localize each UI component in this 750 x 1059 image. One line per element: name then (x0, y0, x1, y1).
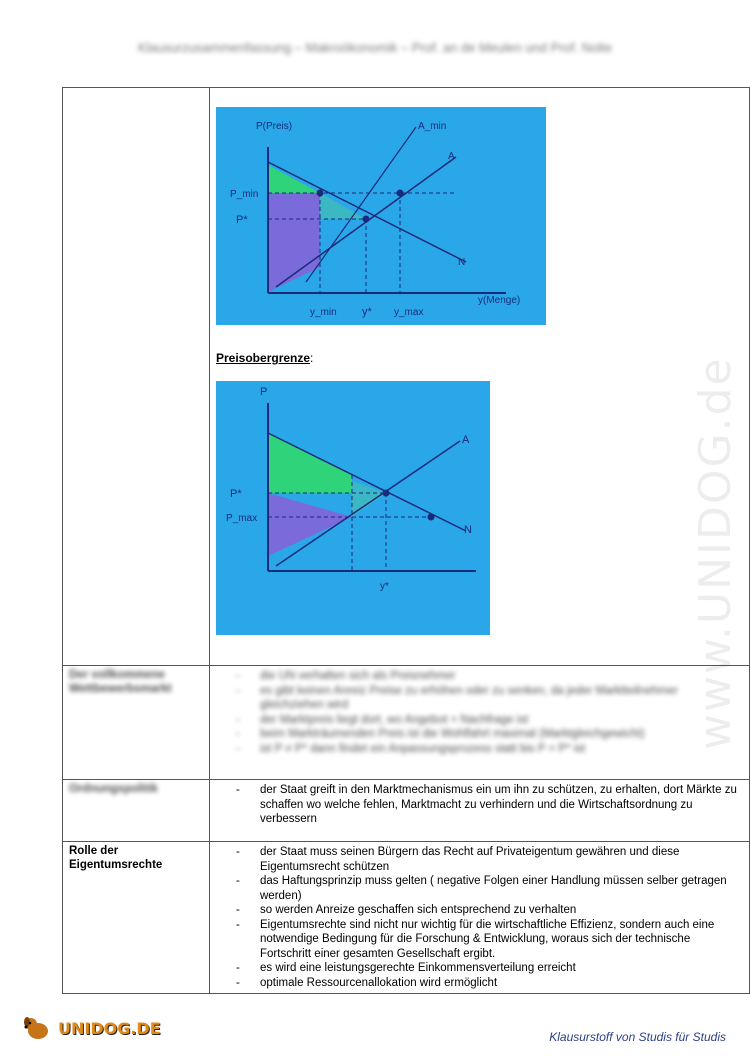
graph1-label-y: y(Menge) (478, 295, 521, 306)
caption-suffix: : (310, 351, 314, 365)
graph1-svg (216, 107, 546, 325)
bullet-list (216, 845, 743, 990)
bullet-list (216, 783, 743, 827)
graph2-label-pmax: P_max (226, 513, 258, 524)
graphs-row-right (210, 88, 750, 666)
list-item: - Eigentumsrechte sind nicht nur wichtig für die wirtschaftliche Effizienz, sondern auch eine notwendige Bedingung für die Forschung & Entwicklung, woraus sich der technische Fortschritt einer gesamten Gesellschaft ergibt. (216, 918, 743, 962)
graph1-label-ystar: y* (362, 306, 372, 318)
row-content (210, 780, 750, 842)
graphs-row (63, 88, 750, 666)
row-ordnungspolitik (63, 780, 750, 842)
list-item: - das Haftungsprinzip muss gelten ( negative Folgen einer Handlung müssen selber getragen werden) (216, 874, 743, 903)
graph1-point-min (317, 190, 324, 197)
graph1-green-area (268, 165, 320, 193)
list-item: - der Staat muss seinen Bürgern das Recht auf Privateigentum gewähren und diese Eigentumsrecht schützen (216, 845, 743, 874)
graph1-label-ymax: y_max (394, 307, 424, 318)
list-item: - es wird eine leistungsgerechte Einkommensverteilung erreicht (216, 961, 743, 976)
graph2-svg (216, 381, 490, 635)
row-term (63, 780, 210, 842)
bullet-list (216, 669, 743, 756)
graph2-label-pstar: P* (230, 488, 242, 500)
graph2-point-max (428, 514, 435, 521)
row-content (210, 666, 750, 780)
graph2-purple-area (268, 493, 352, 556)
row-eigentumsrechte (63, 842, 750, 994)
row-wettbewerbsmarkt (63, 666, 750, 780)
row-term: Rolle der Eigentumsrechte (63, 842, 210, 994)
footer-tagline: Klausurstoff von Studis für Studis (549, 1030, 726, 1044)
graph2-green-area (268, 433, 352, 493)
row-term-text: Ordnungspolitik (69, 783, 158, 795)
graph1-purple-area (268, 193, 320, 292)
dog-icon (22, 1013, 52, 1043)
list-item: - der Staat greift in den Marktmechanismus ein um ihn zu schützen, zu erhalten, dort Märkte zu schaffen wo welche fehlen, Marktmacht zu verhindern und die Wirtschaftsordnung zu verbessern (216, 783, 743, 827)
list-item: - so werden Anreize geschaffen sich entsprechend zu verhalten (216, 903, 743, 918)
graph1-label-pstar: P* (236, 214, 248, 226)
graph1-label-ymin: y_min (310, 307, 337, 318)
list-item: - die UN verhalten sich als Preisnehmer (216, 669, 743, 684)
graph2-point-eq (383, 490, 390, 497)
graph1-label-n: N (458, 257, 466, 268)
graph2-label-n: N (464, 524, 472, 536)
graph1-label-amin: A_min (418, 121, 447, 132)
row-content (210, 842, 750, 994)
graphs-row-left (63, 88, 210, 666)
footer-logo[interactable] (22, 1013, 161, 1043)
graph2-label-p: P (260, 386, 268, 398)
list-item: - ist P ≠ P* dann findet ein Anpassungsprozess statt bis P = P* ist (216, 742, 743, 757)
graph-preisuntergrenze (216, 107, 546, 325)
caption-preisobergrenze (216, 351, 743, 365)
graph1-label-pmin: P_min (230, 189, 259, 200)
caption-term: Preisobergrenze (216, 351, 311, 365)
list-item: - der Marktpreis liegt dort, wo Angebot = Nachfrage ist (216, 713, 743, 728)
watermark: www.UNIDOG.de (690, 356, 741, 750)
list-item: - beim Markträumenden Preis ist die Wohlfahrt maximal (Marktgleichgewicht) (216, 727, 743, 742)
graph2-label-ystar: y* (380, 581, 389, 592)
graph1-point-max (397, 190, 404, 197)
list-item: - optimale Ressourcenallokation wird ermöglicht (216, 976, 743, 991)
graph1-loss-area (320, 193, 366, 219)
summary-table (62, 87, 750, 994)
logo-text: UNIDOG.DE (58, 1018, 161, 1038)
graph1-point-eq (363, 216, 370, 223)
list-item: - es gibt keinen Anreiz Preise zu erhöhen oder zu senken, da jeder Marktteilnehmer gleichziehen wird (216, 684, 743, 713)
graph2-label-a: A (462, 434, 470, 446)
page-header: Klausurzusammenfassung – Makroökonomik – Prof. an de Meulen und Prof. Nolte (137, 40, 613, 55)
graph1-label-p: P(Preis) (256, 121, 293, 132)
row-term: Der vollkommene Wettbewerbsmarkt (63, 666, 210, 780)
graph-preisobergrenze (216, 381, 490, 635)
graph1-label-a: A (448, 151, 455, 162)
